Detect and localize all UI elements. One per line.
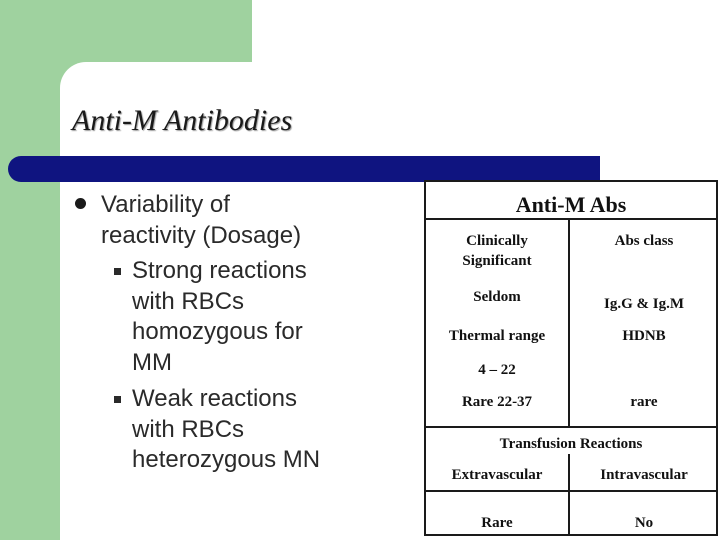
igg-igm-cell: Ig.G & Ig.M (604, 296, 684, 312)
sub-bullet-line: homozygous for (132, 318, 303, 345)
cell-line: Significant (462, 253, 532, 269)
hdnb-cell: HDNB (622, 328, 666, 344)
extravascular-cell: Extravascular (451, 467, 543, 483)
intravascular-cell: Intravascular (600, 467, 688, 483)
no-cell: No (634, 515, 654, 531)
abs-class-cell: Abs class (614, 233, 674, 249)
sub-bullet-line: with RBCs (132, 287, 245, 315)
title-rule (8, 156, 600, 182)
table-divider (426, 426, 716, 428)
sub-bullet-line: with RBCs (132, 415, 245, 443)
table-title: Anti-M Abs (515, 192, 627, 217)
sub-bullet-text (132, 384, 320, 476)
anti-m-table (424, 180, 718, 536)
seldom-cell: Seldom (473, 289, 521, 305)
sub-bullet-line: Weak reactions (132, 385, 297, 412)
table-divider (426, 490, 716, 492)
sub-bullet-text (132, 256, 307, 378)
range-value-cell: 4 – 22 (478, 362, 516, 378)
bullet-line: Variability of (101, 191, 230, 218)
clinically-significant-cell (426, 231, 568, 271)
sub-bullet-line: Strong reactions (132, 257, 307, 284)
thermal-range-cell: Thermal range (448, 328, 546, 344)
slide-title: Anti-M Antibodies (72, 104, 293, 137)
bullet-text (101, 190, 301, 251)
sub-bullet-line: heterozygous MN (132, 446, 321, 473)
sub-bullet-line: MM (132, 348, 172, 376)
rare-cell: rare (630, 394, 658, 410)
sub-bullet-square-icon (114, 268, 121, 275)
table-divider (426, 218, 716, 220)
rare-cap-cell: Rare (481, 515, 513, 531)
sub-bullet-square-icon (114, 396, 121, 403)
cell-line: Clinically (466, 233, 528, 249)
bullet-dot-icon (75, 198, 86, 209)
bullet-line: reactivity (Dosage) (101, 221, 302, 249)
transfusion-reactions-cell: Transfusion Reactions (499, 436, 643, 452)
rare-range-cell: Rare 22-37 (461, 394, 533, 410)
